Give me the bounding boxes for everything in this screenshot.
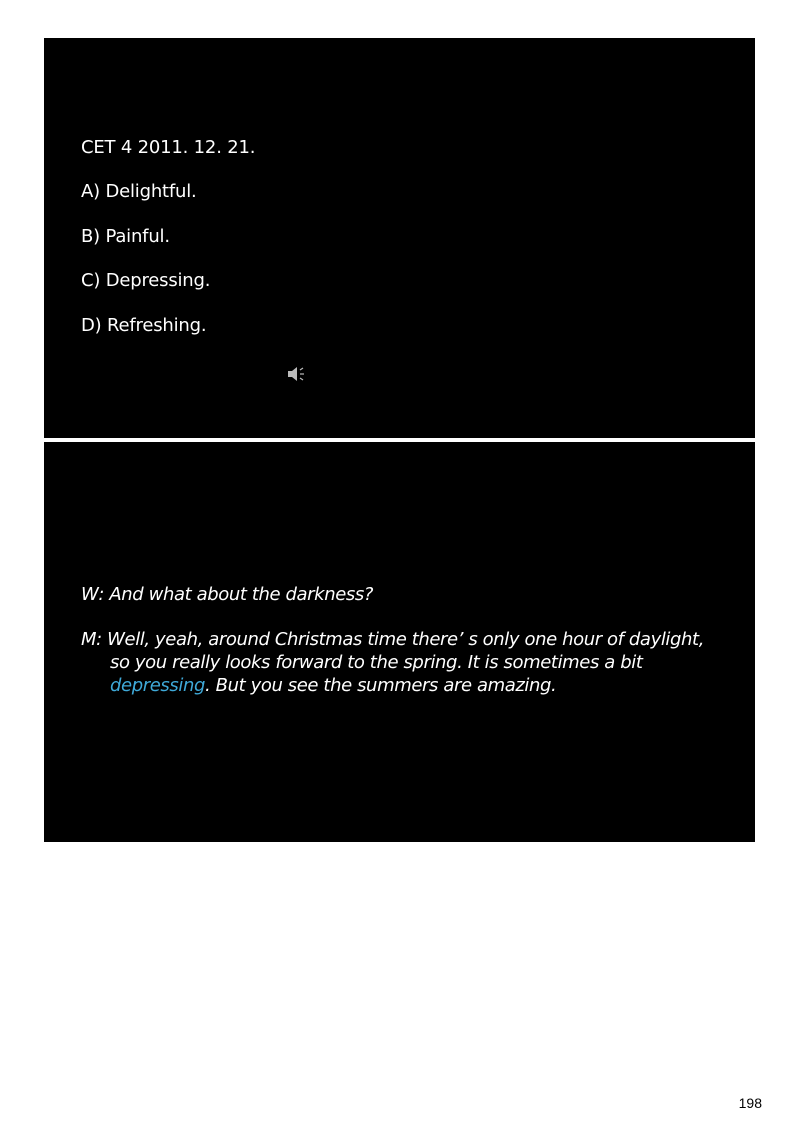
- dialogue-man-line-3: [110, 675, 556, 696]
- slide-question: [44, 38, 755, 438]
- dialogue-man-line-1: M: Well, yeah, around Christmas time there’ s only one hour of daylight,: [81, 629, 705, 650]
- dialogue-man-line-2: so you really looks forward to the spring. It is sometimes a bit: [110, 652, 643, 673]
- page-number: 198: [738, 1095, 762, 1111]
- slide-dialogue: [44, 442, 755, 842]
- option-b: B) Painful.: [81, 226, 170, 247]
- option-d: D) Refreshing.: [81, 315, 207, 336]
- highlighted-answer: depressing: [110, 675, 205, 696]
- option-c: C) Depressing.: [81, 270, 211, 291]
- slide-title: CET 4 2011. 12. 21.: [81, 137, 256, 158]
- dialogue-man-line-3-rest: . But you see the summers are amazing.: [205, 675, 557, 696]
- speaker-icon[interactable]: [287, 365, 307, 383]
- dialogue-woman-line: W: And what about the darkness?: [81, 584, 373, 605]
- option-a: A) Delightful.: [81, 181, 197, 202]
